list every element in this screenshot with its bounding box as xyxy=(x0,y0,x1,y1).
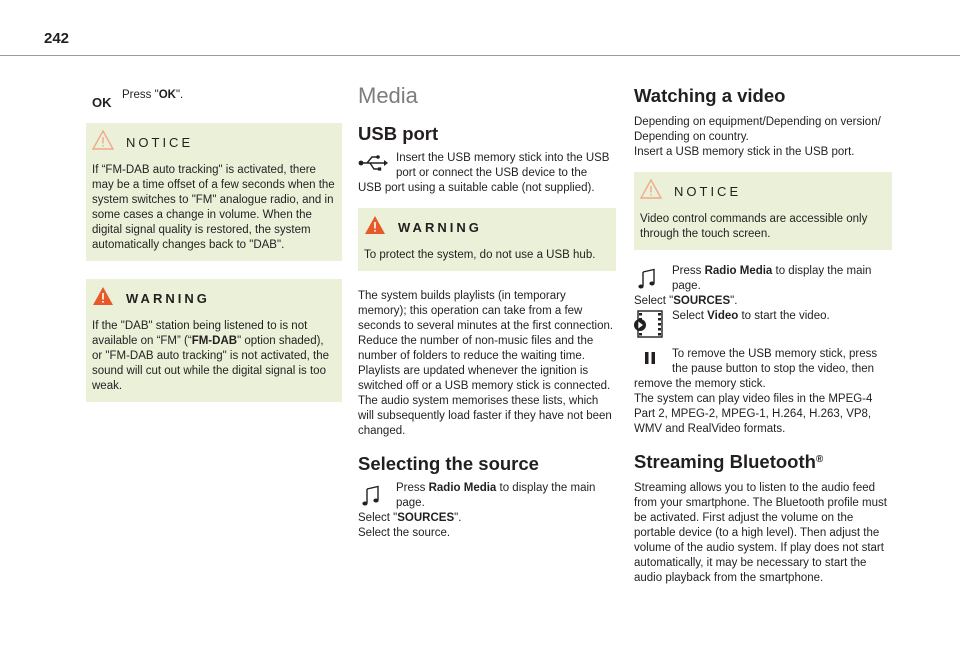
warning-box-usb-hub xyxy=(358,208,616,271)
notice-box-dab xyxy=(86,123,342,261)
remove-usb-instruction: To remove the USB memory stick, press the pause button to stop the video, then remove the memory stick. The system can play video files in the MPEG-4 Part 2, MPEG-2, MPEG-1, H.264, H.263, VP8, WMV and RealVideo formats. xyxy=(634,347,892,437)
warning-heading: WARNING xyxy=(126,290,210,306)
video-intro: Depending on equipment/Depending on version/ Depending on country. Insert a USB memory stick in the USB port. xyxy=(634,116,881,158)
notice-body: If “FM-DAB auto tracking" is activated, there may be a time offset of a few seconds when the system switches to "FM" analogue radio, and in some cases a change in volume. When the digital signal quality is restored, the system automatically changes back to "DAB". xyxy=(92,164,335,251)
notice-box-video xyxy=(634,172,892,250)
video-formats-text: The system can play video files in the MPEG-4 Part 2, MPEG-2, MPEG-1, H.264, H.263, VP8, WMV and RealVideo formats. xyxy=(634,393,873,435)
usb-icon xyxy=(358,155,388,176)
select-source-instruction: Press Radio Media to display the main page. Select "SOURCES". Select the source. xyxy=(358,482,596,539)
radio-media-label: Radio Media xyxy=(428,482,497,494)
page-number: 242 xyxy=(44,30,70,47)
music-note-icon xyxy=(638,268,658,295)
pause-icon xyxy=(644,352,656,369)
usb-instruction: Insert the USB memory stick into the USB port or connect the USB device to the USB port using a suitable cable (not supplied). xyxy=(358,152,610,194)
video-label: Video xyxy=(707,310,739,322)
header-divider xyxy=(0,55,960,56)
ok-button-icon: OK xyxy=(92,95,112,110)
select-video-instruction: Select Video to start the video. xyxy=(634,309,892,345)
watching-video-heading: Watching a video xyxy=(634,85,786,106)
sources-label: SOURCES xyxy=(673,295,731,307)
video-instructions: Press Radio Media to display the main page. Select "SOURCES". xyxy=(634,265,872,307)
column-right xyxy=(634,80,892,586)
column-middle xyxy=(358,80,616,541)
warning-body: If the "DAB" station being listened to is not available on “FM” (“FM-DAB" option shaded), or "FM-DAB auto tracking" is not activated, the sound will cut out while the digital signal is too weak. xyxy=(92,320,329,392)
sources-label: SOURCES xyxy=(397,512,455,524)
music-note-icon xyxy=(362,485,382,512)
notice-heading: NOTICE xyxy=(674,183,742,199)
radio-media-label: Radio Media xyxy=(704,265,773,277)
warning-heading: WARNING xyxy=(398,219,482,235)
ok-label: OK xyxy=(158,89,176,101)
selecting-source-heading: Selecting the source xyxy=(358,453,539,474)
warning-triangle-icon xyxy=(92,286,114,311)
bluetooth-text: Streaming allows you to listen to the audio feed from your smartphone. The Bluetooth profile must be activated. First adjust the volume on the portable device (to a high level). Then adjust the volume of the audio system. If play does not start automatically, it may be necessary to start the audio playback from the smartphone. xyxy=(634,482,887,584)
warning-triangle-icon xyxy=(364,215,386,240)
press-ok-instruction: OK Press "OK". xyxy=(92,89,184,110)
usb-port-heading: USB port xyxy=(358,123,439,144)
warning-body: To protect the system, do not use a USB hub. xyxy=(364,249,596,261)
streaming-bluetooth-heading: Streaming Bluetooth® xyxy=(634,451,824,472)
notice-body: Video control commands are accessible only through the touch screen. xyxy=(640,213,868,240)
video-film-icon xyxy=(634,309,664,344)
warning-box-dab xyxy=(86,279,342,402)
column-left xyxy=(86,80,342,402)
media-title: Media xyxy=(358,83,418,108)
notice-heading: NOTICE xyxy=(126,134,194,150)
notice-triangle-icon xyxy=(640,179,662,204)
usb-playlist-text: The system builds playlists (in temporary memory); this operation can take from a few seconds to several minutes at the first connection. Reduce the number of non-music files and the number of folders to reduce the waiting time. Playlists are updated whenever the ignition is switched off or a USB memory stick is connected. The audio system memorises these lists, which will subsequently load faster if they have not been changed. xyxy=(358,290,614,437)
notice-triangle-icon xyxy=(92,130,114,155)
